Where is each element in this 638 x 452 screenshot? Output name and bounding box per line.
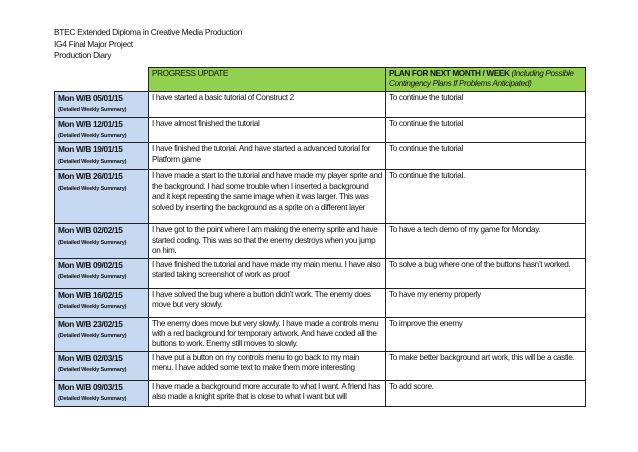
week-label: Mon W/B 12/01/15	[58, 118, 123, 129]
week-cell	[55, 288, 149, 317]
week-label: Mon W/B 16/02/15	[58, 289, 123, 300]
header-blank-cell	[55, 68, 149, 92]
table-row	[55, 317, 586, 351]
plan-cell: To add score.	[386, 380, 586, 406]
week-summary-label: (Detailed Weekly Summary)	[58, 133, 127, 140]
plan-header-note: (Including Possible Contingency Plans If Problems Anticipated)	[389, 69, 574, 89]
plan-cell: To solve a bug where one of the buttons hasn’t worked.	[386, 258, 586, 288]
week-summary-label: (Detailed Weekly Summary)	[58, 107, 127, 114]
course-title: BTEC Extended Diploma in Creative Media Production	[54, 27, 242, 37]
progress-cell: I have almost finished the tutorial	[149, 117, 386, 143]
table-row	[55, 117, 586, 143]
plan-cell: To improve the enemy	[386, 317, 586, 351]
plan-header	[386, 68, 586, 92]
plan-cell: To continue the tutorial.	[386, 170, 586, 224]
week-summary-label: (Detailed Weekly Summary)	[58, 304, 127, 311]
week-cell	[55, 117, 149, 143]
table-row	[55, 288, 586, 317]
progress-cell: I have made a start to the tutorial and have made my player sprite and the background. I had some trouble when I inserted a background and it kept repeating the same image when it was larger. This was solved by inserting the background as a sprite on a different layer	[149, 170, 386, 224]
week-label: Mon W/B 09/02/15	[58, 259, 123, 270]
week-summary-label: (Detailed Weekly Summary)	[58, 185, 127, 192]
plan-cell: To continue the tutorial	[386, 91, 586, 117]
week-label: Mon W/B 26/01/15	[58, 171, 123, 182]
week-summary-label: (Detailed Weekly Summary)	[58, 239, 127, 246]
week-cell	[55, 317, 149, 351]
plan-cell: To continue the tutorial	[386, 117, 586, 143]
document-header	[54, 27, 242, 62]
table-row	[55, 143, 586, 170]
table-row	[55, 258, 586, 288]
table-row	[55, 91, 586, 117]
week-summary-label: (Detailed Weekly Summary)	[58, 396, 127, 403]
week-cell	[55, 380, 149, 406]
progress-cell: I have solved the bug where a button didn’t work. The enemy does move but very slowly.	[149, 288, 386, 317]
week-label: Mon W/B 02/03/15	[58, 352, 123, 363]
week-cell	[55, 91, 149, 117]
production-diary-table	[54, 67, 586, 407]
project-title: IG4 Final Major Project	[54, 38, 133, 49]
progress-cell: I have got to the point where I am making the enemy sprite and have started coding. This was so that the enemy destroys when you jump on him.	[149, 224, 386, 258]
plan-cell: To have my enemy properly	[386, 288, 586, 317]
week-cell	[55, 258, 149, 288]
plan-cell: To have a tech demo of my game for Monday.	[386, 224, 586, 258]
plan-cell: To make better background art work, this will be a castle.	[386, 351, 586, 380]
week-cell	[55, 351, 149, 380]
week-label: Mon W/B 19/01/15	[58, 144, 123, 155]
document-title: Production Diary	[54, 50, 112, 60]
table-header-row	[55, 68, 586, 92]
table-row	[55, 224, 586, 258]
week-cell	[55, 143, 149, 170]
week-label: Mon W/B 05/01/15	[58, 92, 123, 103]
progress-cell: I have made a background more accurate to what I want. A friend has also made a knight sprite that is close to what I want but will	[149, 380, 386, 406]
week-summary-label: (Detailed Weekly Summary)	[58, 274, 127, 281]
week-summary-label: (Detailed Weekly Summary)	[58, 333, 127, 340]
week-cell	[55, 170, 149, 224]
progress-cell: I have started a basic tutorial of Construct 2	[149, 91, 386, 117]
progress-cell: I have finished the tutorial and have made my main menu. I have also started taking screenshot of work as proof	[149, 258, 386, 288]
week-summary-label: (Detailed Weekly Summary)	[58, 158, 127, 165]
plan-header-label: PLAN FOR NEXT MONTH / WEEK	[389, 69, 510, 78]
week-cell	[55, 224, 149, 258]
table-row	[55, 170, 586, 224]
week-label: Mon W/B 02/02/15	[58, 225, 123, 236]
week-label: Mon W/B 09/03/15	[58, 381, 123, 392]
progress-update-header: PROGRESS UPDATE	[149, 68, 386, 92]
table-row	[55, 380, 586, 406]
progress-cell: I have finished the tutorial. And have started a advanced tutorial for Platform game	[149, 143, 386, 170]
table-row	[55, 351, 586, 380]
week-summary-label: (Detailed Weekly Summary)	[58, 367, 127, 374]
week-label: Mon W/B 23/02/15	[58, 318, 123, 329]
progress-cell: The enemy does move but very slowly. I have made a controls menu with a red background for temporary artwork. And have coded all the buttons to work. Enemy still moves to slowly.	[149, 317, 386, 351]
progress-cell: I have put a button on my controls menu to go back to my main menu. I have added some text to make them more interesting	[149, 351, 386, 380]
plan-cell: To continue the tutorial	[386, 143, 586, 170]
